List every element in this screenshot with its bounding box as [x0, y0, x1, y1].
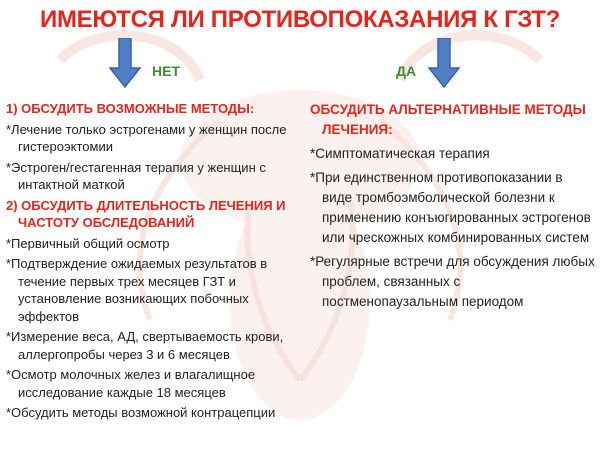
right-column [310, 100, 595, 316]
slide-title: ИМЕЮТСЯ ЛИ ПРОТИВОПОКАЗАНИЯ К ГЗТ? [40, 6, 560, 33]
left-heading-methods: 1) ОБСУДИТЬ ВОЗМОЖНЫЕ МЕТОДЫ: [6, 101, 255, 116]
right-heading-alternatives: ОБСУДИТЬ АЛЬТЕРНАТИВНЫЕ МЕТОДЫ ЛЕЧЕНИЯ: [310, 102, 586, 137]
left-item-contraception: *Обсудить методы возможной контрацепции [6, 405, 276, 420]
answer-no: НЕТ [152, 63, 180, 79]
left-item-estrogen-gestagen: *Эстроген/гестагенная терапия у женщин с интактной маткой [6, 159, 266, 192]
left-column [6, 100, 301, 425]
right-item-thromboembolic: *При единственном противопоказании в виде тромбоэмболической болезни к применению конъюгированных эстрогенов или чрескожных комбинированных систем [310, 170, 591, 245]
left-item-initial-exam: *Первичный общий осмотр [6, 235, 170, 251]
right-item-regular-meetings: *Регулярные встречи для обсуждения любых проблем, связанных с постменопаузальным периодом [310, 254, 595, 309]
left-item-measurements: *Измерение веса, АД, свертываемость крови, аллергопробы через 3 и 6 месяцев [6, 329, 284, 362]
right-item-symptomatic: *Симптоматическая терапия [310, 146, 490, 161]
left-item-breast-exam: *Осмотр молочных желез и влагалищное исследование каждые 18 месяцев [6, 367, 256, 400]
left-item-estrogen-only: *Лечение только эстрогенами у женщин после гистероэктомии [6, 121, 287, 154]
left-item-confirm-results: *Подтверждение ожидаемых результатов в течение первых трех месяцев ГЗТ и установление возникающих побочных эффектов [6, 256, 268, 324]
answer-yes: ДА [396, 63, 417, 79]
left-heading-duration: 2) ОБСУДИТЬ ДЛИТЕЛЬНОСТЬ ЛЕЧЕНИЯ И ЧАСТОТУ ОБСЛЕДОВАНИЙ [6, 197, 286, 230]
arrow-down-right-icon [428, 38, 460, 88]
arrow-down-left-icon [109, 38, 141, 88]
